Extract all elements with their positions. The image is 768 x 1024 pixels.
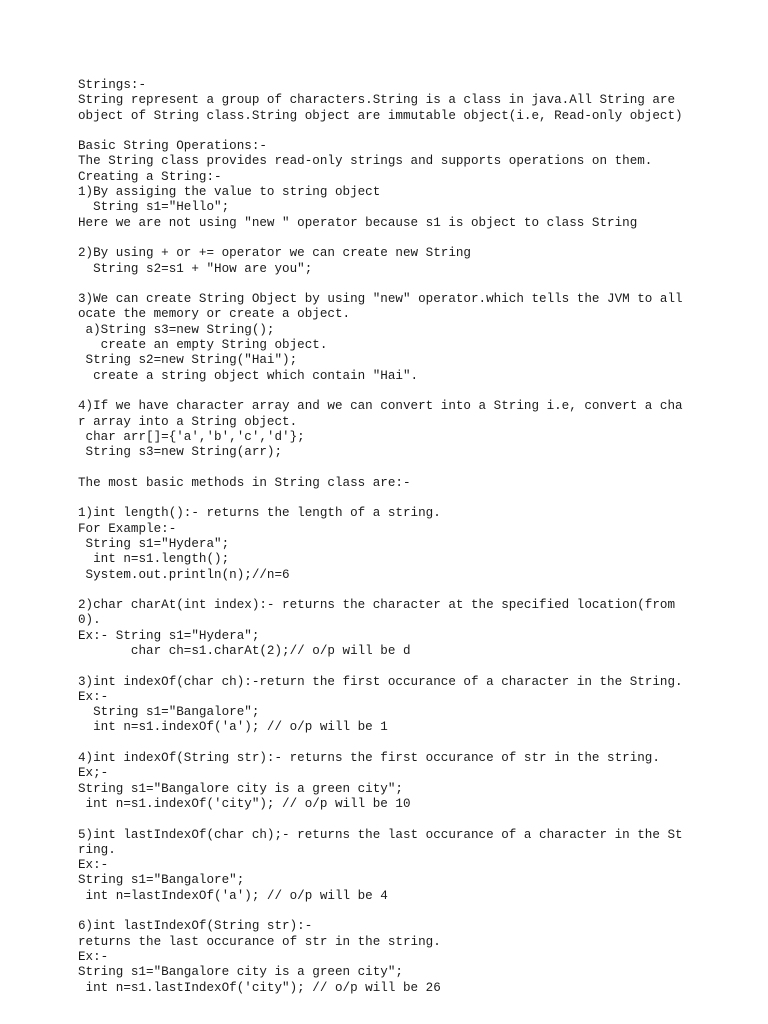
text-line: returns the last occurance of str in the string. [78,934,441,949]
text-line: 0). [78,613,101,628]
text-line: Creating a String:- [78,169,222,184]
text-line: String s1="Bangalore city is a green city"; [78,781,403,796]
text-line [78,904,718,919]
text-line: 1)int length():- returns the length of a string. [78,506,441,521]
text-line: Strings:- [78,78,147,92]
text-line: String represent a group of characters.String is a class in java.All String are [78,93,676,108]
text-line: int n=s1.indexOf('a'); // o/p will be 1 [78,720,388,735]
text-line: String s2=s1 + "How are you"; [78,261,313,276]
text-line: r array into a String object. [78,414,298,429]
text-line [78,460,718,475]
text-line: 3)int indexOf(char ch):-return the first occurance of a character in the String. [78,674,683,689]
text-line [78,812,718,827]
text-line: Basic String Operations:- [78,139,267,154]
text-line [78,231,718,246]
text-line [78,384,718,399]
text-line [78,277,718,292]
text-line: create a string object which contain "Hai". [78,368,419,383]
text-line: String s1="Hello"; [78,200,230,215]
text-line: The String class provides read-only strings and supports operations on them. [78,154,653,169]
text-line: char arr[]={'a','b','c','d'}; [78,429,305,444]
text-line: 3)We can create String Object by using "new" operator.which tells the JVM to all [78,292,683,307]
text-line: The most basic methods in String class are:- [78,475,411,490]
text-line: 1)By assiging the value to string object [78,185,381,200]
text-line: Ex:- [78,689,109,704]
text-line: System.out.println(n);//n=6 [78,567,290,582]
text-line: char ch=s1.charAt(2);// o/p will be d [78,643,411,658]
text-line: 5)int lastIndexOf(char ch);- returns the last occurance of a character in the St [78,827,683,842]
text-line: 6)int lastIndexOf(String str):- [78,919,313,934]
text-line: String s1="Hydera"; [78,536,230,551]
text-line: int n=lastIndexOf('a'); // o/p will be 4 [78,888,388,903]
text-line: Ex;- [78,766,109,781]
text-line: int n=s1.length(); [78,552,230,567]
text-line: Ex:- [78,949,109,964]
text-line: String s1="Bangalore"; [78,873,245,888]
text-line [78,736,718,751]
text-line: String s2=new String("Hai"); [78,353,298,368]
text-line: String s3=new String(arr); [78,445,283,460]
text-line: String s1="Bangalore"; [78,705,260,720]
text-line: a)String s3=new String(); [78,322,275,337]
text-line: Ex:- [78,858,109,873]
text-line: int n=s1.lastIndexOf('city"); // o/p will be 26 [78,980,441,995]
text-line [78,583,718,598]
text-line [78,659,718,674]
text-line: 4)int indexOf(String str):- returns the first occurance of str in the string. [78,751,660,766]
text-line: create an empty String object. [78,338,328,353]
text-line: ring. [78,842,116,857]
text-line: String s1="Bangalore city is a green city"; [78,965,403,980]
text-line: Here we are not using "new " operator because s1 is object to class String [78,215,638,230]
text-line: Ex:- String s1="Hydera"; [78,628,260,643]
text-line: 2)char charAt(int index):- returns the character at the specified location(from [78,598,676,613]
document-text [78,78,718,996]
text-line [78,124,718,139]
text-line: ocate the memory or create a object. [78,307,351,322]
text-line: object of String class.String object are immutable object(i.e, Read-only object) [78,108,683,123]
text-line: For Example:- [78,521,177,536]
text-line [78,491,718,506]
text-line: 2)By using + or += operator we can create new String [78,246,471,261]
text-line: 4)If we have character array and we can convert into a String i.e, convert a cha [78,399,683,414]
text-line: int n=s1.indexOf('city"); // o/p will be 10 [78,796,411,811]
